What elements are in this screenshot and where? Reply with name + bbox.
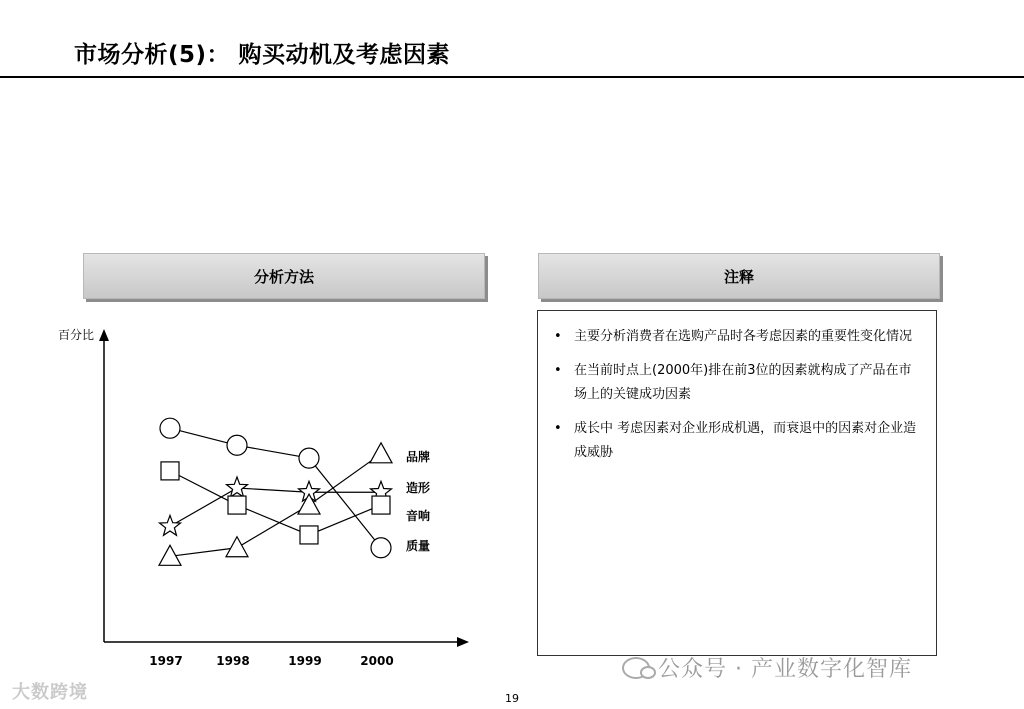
x-tick-label: 1997 [149,654,183,668]
legend-label: 音响 [406,509,431,523]
y-axis-label: 百分比 [58,328,95,342]
bullet-icon: • [554,421,562,436]
note-text: 成长中 考虑因素对企业形成机遇，而衰退中的因素对企业造成威胁 [574,421,917,460]
data-point-square-1999 [300,526,318,544]
data-point-circle-2000 [371,538,391,558]
data-point-square-2000 [372,496,390,514]
data-point-circle-1997 [160,418,180,438]
x-axis-arrow-icon [457,637,469,647]
watermark-right-text: 公众号 · 产业数字化智库 [658,657,912,682]
data-point-circle-1999 [299,448,319,468]
legend-label: 质量 [406,539,431,553]
data-point-star-1998 [227,477,248,497]
page-number: 19 [505,692,519,705]
legend [406,449,431,553]
note-text: 主要分析消费者在选购产品时各考虑因素的重要性变化情况 [574,329,913,344]
watermark-wechat [622,652,912,683]
data-point-triangle-2000 [370,443,392,463]
bullet-icon: • [554,329,562,344]
analysis-method-label: 分析方法 [253,267,314,286]
series-line-circle [170,428,381,548]
page-title: 市场分析(5)： 购买动机及考虑因素 [74,42,451,68]
x-tick-labels [149,654,393,668]
watermark-left: 大数跨境 [12,682,88,703]
data-point-triangle-1999 [298,494,320,514]
note-item [554,359,920,407]
data-point-square-1998 [228,496,246,514]
x-tick-label: 2000 [360,654,394,668]
notes-list [554,325,920,465]
data-point-square-1997 [161,462,179,480]
x-tick-label: 1998 [216,654,250,668]
note-item [554,417,920,465]
series-lines [170,428,381,556]
note-item [554,325,920,349]
data-point-star-1997 [160,515,181,535]
note-text: 在当前时点上(2000年)排在前3位的因素就构成了产品在市场上的关键成功因素 [574,363,912,402]
bullet-icon: • [554,363,562,378]
notes-box [537,310,937,656]
data-point-triangle-1998 [226,537,248,557]
notes-header-label: 注释 [723,267,754,286]
y-axis-arrow-icon [99,329,109,341]
series-line-triangle [170,454,381,556]
wechat-icon [622,657,650,679]
legend-label: 品牌 [406,450,431,464]
data-point-circle-1998 [227,435,247,455]
x-tick-label: 1999 [288,654,322,668]
legend-label: 造形 [406,481,431,495]
